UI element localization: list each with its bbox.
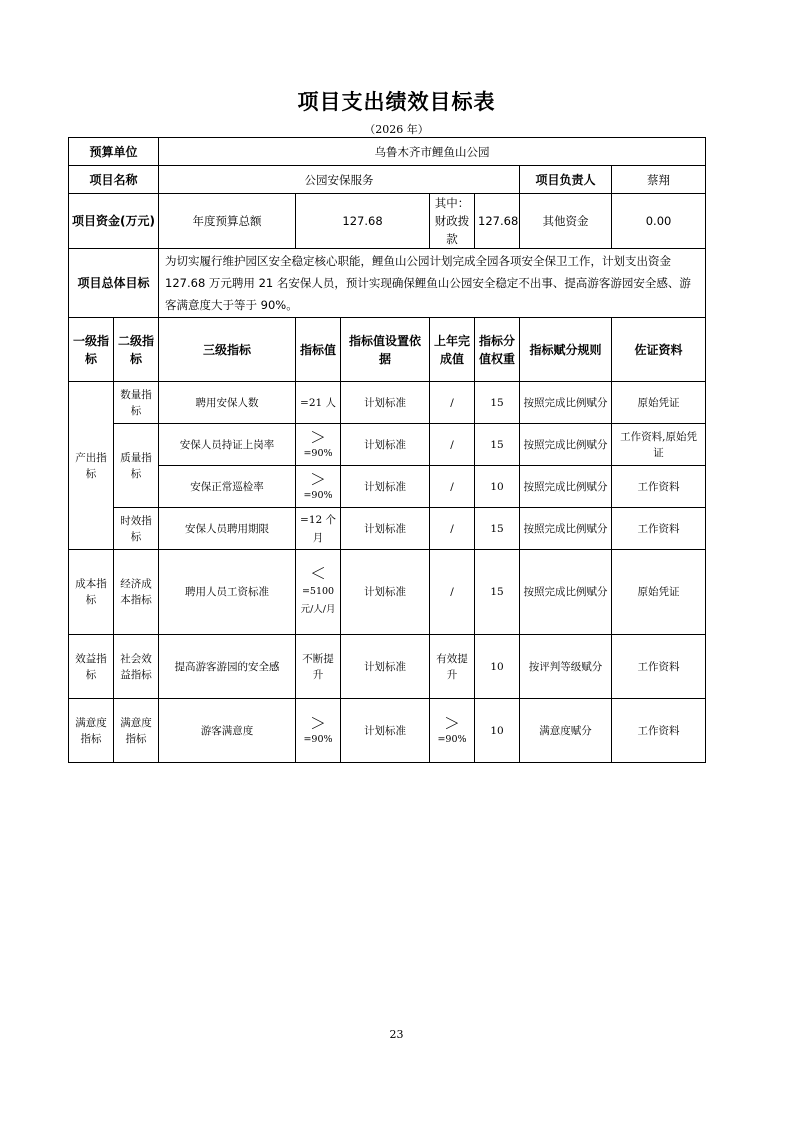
indicator-evidence: 原始凭证: [612, 550, 706, 635]
fiscal-label: 其中：财政拨款: [430, 194, 475, 249]
col-value: 指标值: [296, 318, 341, 382]
indicator-rule: 按照完成比例赋分: [520, 508, 612, 550]
indicator-name: 游客满意度: [159, 699, 296, 763]
indicator-value: [296, 424, 341, 466]
indicator-name: 聘用人员工资标准: [159, 550, 296, 635]
indicator-evidence: 工作资料: [612, 699, 706, 763]
indicator-weight: 15: [475, 550, 520, 635]
comparison-symbol: ＞: [444, 713, 461, 733]
indicator-rule: 按照完成比例赋分: [520, 382, 612, 424]
indicator-basis: 计划标准: [341, 382, 430, 424]
table-row: [69, 550, 706, 635]
group-benefit: 效益指标: [69, 635, 114, 699]
indicator-name: 聘用安保人数: [159, 382, 296, 424]
col-level1: 一级指标: [69, 318, 114, 382]
indicator-weight: 15: [475, 508, 520, 550]
indicator-rule: 按评判等级赋分: [520, 635, 612, 699]
page-number: 23: [389, 1028, 404, 1041]
group-satisfaction-sub: 满意度指标: [114, 699, 159, 763]
indicator-basis: 计划标准: [341, 550, 430, 635]
indicator-weight: 10: [475, 699, 520, 763]
indicator-weight: 10: [475, 635, 520, 699]
column-header-row: [69, 318, 706, 382]
indicator-evidence: 工作资料,原始凭证: [612, 424, 706, 466]
page-title: 项目支出绩效目标表: [297, 90, 496, 114]
col-weight: 指标分值权重: [475, 318, 520, 382]
year-label: （2026 年）: [364, 123, 429, 136]
comparison-symbol: ＞: [310, 469, 327, 489]
indicator-value: =12 个月: [296, 508, 341, 550]
indicator-basis: 计划标准: [341, 635, 430, 699]
group-quality: 质量指标: [114, 424, 159, 508]
fiscal-value: 127.68: [475, 194, 520, 249]
indicator-rule: 按照完成比例赋分: [520, 550, 612, 635]
indicator-last-year: [430, 699, 475, 763]
project-leader-value: 蔡翔: [612, 166, 706, 194]
indicator-last-year: /: [430, 508, 475, 550]
indicator-evidence: 原始凭证: [612, 382, 706, 424]
project-name-label: 项目名称: [69, 166, 159, 194]
goal-text: 为切实履行维护园区安全稳定核心职能，鲤鱼山公园计划完成全园各项安全保卫工作，计划支出资金 127.68 万元聘用 21 名安保人员，预计实现确保鲤鱼山公园安全稳定不出事、提高游客游园安全感、游客满意度大于等于 90%。: [159, 249, 706, 318]
indicator-value-text: =90%: [303, 489, 333, 501]
comparison-symbol: ＜: [310, 564, 327, 583]
indicator-value: [296, 550, 341, 635]
performance-table: [68, 137, 706, 763]
indicator-value: [296, 699, 341, 763]
indicator-value: =21 人: [296, 382, 341, 424]
indicator-rule: 按照完成比例赋分: [520, 466, 612, 508]
goal-label: 项目总体目标: [69, 249, 159, 318]
col-evidence: 佐证资料: [612, 318, 706, 382]
col-rule: 指标赋分规则: [520, 318, 612, 382]
funds-label: 项目资金(万元): [69, 194, 159, 249]
group-satisfaction: 满意度指标: [69, 699, 114, 763]
table-row: [69, 508, 706, 550]
funds-row: [69, 194, 706, 249]
indicator-evidence: 工作资料: [612, 508, 706, 550]
indicator-weight: 15: [475, 424, 520, 466]
indicator-last-year: /: [430, 466, 475, 508]
col-basis: 指标值设置依据: [341, 318, 430, 382]
project-name-value: 公园安保服务: [159, 166, 520, 194]
indicator-evidence: 工作资料: [612, 635, 706, 699]
indicator-name: 安保人员持证上岗率: [159, 424, 296, 466]
table-row: [69, 635, 706, 699]
indicator-last-year: 有效提升: [430, 635, 475, 699]
indicator-basis: 计划标准: [341, 699, 430, 763]
group-cost: 成本指标: [69, 550, 114, 635]
indicator-name: 安保正常巡检率: [159, 466, 296, 508]
indicator-last-year: /: [430, 424, 475, 466]
table-row: [69, 466, 706, 508]
table-row: [69, 424, 706, 466]
col-level2: 二级指标: [114, 318, 159, 382]
indicator-rule: 满意度赋分: [520, 699, 612, 763]
budget-unit-row: [69, 138, 706, 166]
col-level3: 三级指标: [159, 318, 296, 382]
indicator-value: 不断提升: [296, 635, 341, 699]
indicator-basis: 计划标准: [341, 466, 430, 508]
goal-row: [69, 249, 706, 318]
indicator-last-year-text: =90%: [437, 733, 467, 745]
project-leader-label: 项目负责人: [520, 166, 612, 194]
indicator-basis: 计划标准: [341, 424, 430, 466]
group-economic-cost: 经济成本指标: [114, 550, 159, 635]
group-quantity: 数量指标: [114, 382, 159, 424]
table-row: [69, 382, 706, 424]
indicator-value-text: =90%: [303, 447, 333, 459]
indicator-basis: 计划标准: [341, 508, 430, 550]
project-name-row: [69, 166, 706, 194]
other-funds-value: 0.00: [612, 194, 706, 249]
annual-total-value: 127.68: [296, 194, 430, 249]
budget-unit-label: 预算单位: [69, 138, 159, 166]
indicator-value-text: =5100 元/人/月: [300, 586, 336, 615]
indicator-rule: 按照完成比例赋分: [520, 424, 612, 466]
indicator-evidence: 工作资料: [612, 466, 706, 508]
table-row: [69, 699, 706, 763]
annual-total-label: 年度预算总额: [159, 194, 296, 249]
indicator-name: 安保人员聘用期限: [159, 508, 296, 550]
indicator-weight: 10: [475, 466, 520, 508]
group-social-benefit: 社会效益指标: [114, 635, 159, 699]
indicator-last-year: /: [430, 550, 475, 635]
col-last-year: 上年完成值: [430, 318, 475, 382]
other-funds-label: 其他资金: [520, 194, 612, 249]
indicator-name: 提高游客游园的安全感: [159, 635, 296, 699]
indicator-weight: 15: [475, 382, 520, 424]
comparison-symbol: ＞: [310, 427, 327, 447]
indicator-last-year: /: [430, 382, 475, 424]
group-output: 产出指标: [69, 382, 114, 550]
indicator-value-text: =90%: [303, 733, 333, 745]
group-timeliness: 时效指标: [114, 508, 159, 550]
comparison-symbol: ＞: [310, 713, 327, 733]
budget-unit-value: 乌鲁木齐市鲤鱼山公园: [159, 138, 706, 166]
indicator-value: [296, 466, 341, 508]
